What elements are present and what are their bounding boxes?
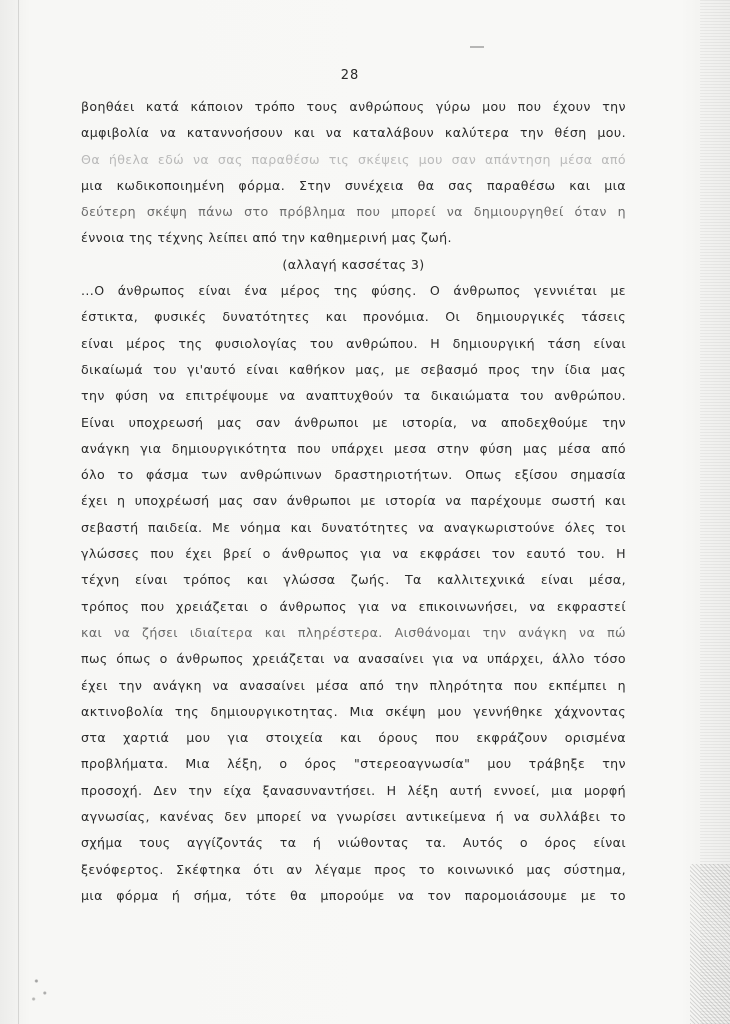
text-line: έχει την ανάγκη να ανασαίνει μέσα από την πληρότητα που εκπέμπει η xyxy=(81,677,626,693)
text-line: μια κωδικοποιημένη φόρμα. Στην συνέχεια θα σας παραθέσω και μια xyxy=(81,177,626,193)
text-line: Θα ήθελα εδώ να σας παραθέσω τις σκέψεις μου σαν απάντηση μέσα από xyxy=(81,151,626,167)
text-line: τέχνη είναι τρόπος και γλώσσα ζωής. Τα καλλιτεχνικά είναι μέσα, xyxy=(81,572,626,588)
text-line: όλο το φάσμα των ανθρώπινων δραστηριοτήτων. Οπως εξίσου σημασία xyxy=(81,467,626,483)
text-line: ξενόφερτος. Σκέφτηκα ότι αν λέγαμε προς το κοινωνικό μας σύστημα, xyxy=(81,861,626,877)
scan-edge-left xyxy=(18,0,19,1024)
text-line: προσοχή. Δεν την είχα ξανασυναντήσει. Η λέξη αυτή εννοεί, μια μορφή xyxy=(81,782,626,798)
scan-speck-bottom-left xyxy=(28,965,56,1005)
text-line: ανάγκη για δημιουργικότητα που υπάρχει μεσα στην φύση μας μέσα από xyxy=(81,440,626,456)
text-line: αγνωσίας, κανένας δεν μπορεί να γνωρίσει αντικείμενα ή να συλλάβει το xyxy=(81,809,626,825)
text-line: δεύτερη σκέψη πάνω στο πρόβλημα που μπορεί να δημιουργηθεί όταν η xyxy=(81,204,626,220)
text-line: αμφιβολία να καταννοήσουν και να καταλάβουν καλύτερα την θέση μου. xyxy=(81,125,626,141)
text-line: σεβαστή παιδεία. Με νόημα και δυνατότητες να αναγκωριστούνε όλες τοι xyxy=(81,519,626,535)
text-line: την φύση να επιτρέψουμε να αναπτυχθούν τα δικαιώματα του ανθρώπου. xyxy=(81,388,626,404)
text-line: τρόπος που χρειάζεται ο άνθρωπος για να επικοινωνήσει, να εκφραστεί xyxy=(81,598,626,614)
text-line: δικαίωμά του γι'αυτό είναι καθήκον μας, με σεβασμό προς την ίδια μας xyxy=(81,361,626,377)
text-line: ακτινοβολία της δημιουργικοτητας. Μια σκέψη μου γεννήθηκε χάχνοντας xyxy=(81,703,626,719)
text-line: σχήμα τους αγγίζοντάς τα ή νιώθοντας τα. Αυτός ο όρος είναι xyxy=(81,835,626,851)
text-line: Είναι υποχρεωσή μας σαν άνθρωποι με ιστορία, να αποδεχθούμε την xyxy=(81,414,626,430)
text-line: έχει η υποχρέωσή μας σαν άνθρωποι με ιστορία να παρέχουμε σωστή και xyxy=(81,493,626,509)
page-number: 28 xyxy=(340,68,360,83)
text-line: γλώσσες που έχει βρεί ο άνθρωπος για να εκφράσει τον εαυτό του. Η xyxy=(81,546,626,562)
body-text xyxy=(81,94,626,909)
text-line: προβλήματα. Μια λέξη, ο όρος "στερεοαγνωσία" μου τράβηξε την xyxy=(81,756,626,772)
text-line: είναι μέρος της φυσιολογίας του ανθρώπου. Η δημιουργική τάση είναι xyxy=(81,335,626,351)
text-line: πως όπως ο άνθρωπος χρειάζεται να ανασαίνει για να υπάρχει, άλλο τόσο xyxy=(81,651,626,667)
text-line: στα χαρτιά μου για στοιχεία και όρους που εκφράζουν ορισμένα xyxy=(81,730,626,746)
text-line: έστικτα, φυσικές δυνατότητες και προνόμια. Οι δημιουργικές τάσεις xyxy=(81,309,626,325)
text-line: μια φόρμα ή σήμα, τότε θα μπορούμε να τον παρομοιάσουμε με το xyxy=(81,887,626,903)
text-line: έννοια της τέχνης λείπει από την καθημερινή μας ζωή. xyxy=(81,230,452,246)
section-note: (αλλαγή κασσέτας 3) xyxy=(282,256,425,272)
scan-speck-top xyxy=(470,46,484,48)
text-line: και να ζήσει ιδιαίτερα και πληρέστερα. Αισθάνομαι την ανάγκη να πώ xyxy=(81,624,626,640)
scan-noise-bottom-right xyxy=(690,864,730,1024)
text-line: βοηθάει κατά κάποιον τρόπο τους ανθρώπους γύρω μου που έχουν την xyxy=(81,99,626,114)
text-line: ...Ο άνθρωπος είναι ένα μέρος της φύσης. Ο άνθρωπος γεννιέται με xyxy=(81,283,626,299)
